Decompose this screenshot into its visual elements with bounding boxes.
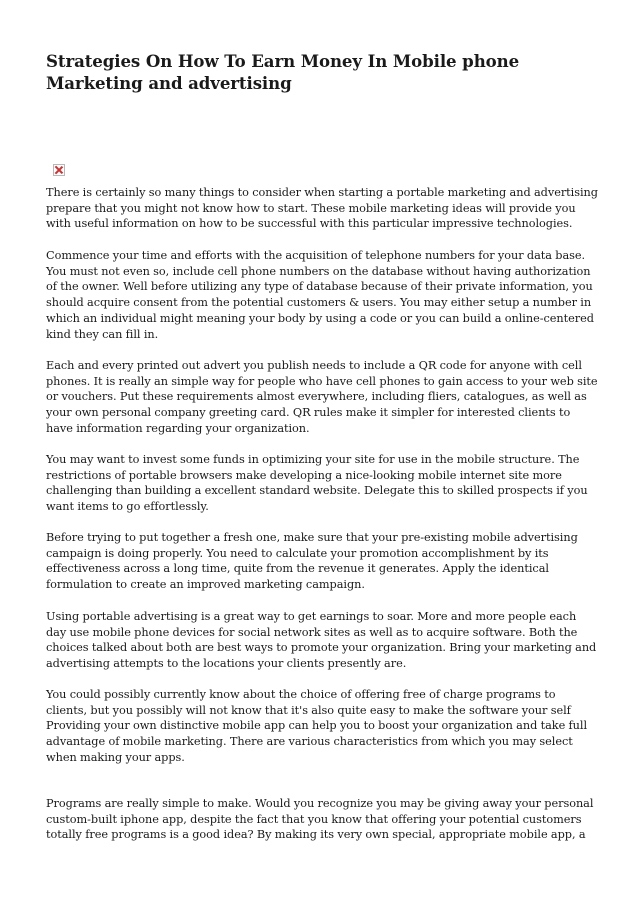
paragraph-5: Before trying to put together a fresh one, make sure that your pre-existing mobile advertising campaign is doing properly. You need to calculate your promotion accomplishment by its effectiveness across a long time, quite from the revenue it generates. Apply the identical formulation to create an improved marketing campaign. [46,531,578,592]
document-title: Strategies On How To Earn Money In Mobile phone Marketing and advertising [46,51,520,93]
paragraph-3: Each and every printed out advert you publish needs to include a QR code for anyone with cell phones. It is really an simple way for people who have cell phones to gain access to your web site or vouchers. Put these requirements almost everywhere, including fliers, catalogues, as well as your own personal company greeting card. QR rules make it simpler for interested clients to have information regarding your organization. [46,359,598,435]
paragraph-6: Using portable advertising is a great way to get earnings to soar. More and more people each day use mobile phone devices for social network sites as well as to acquire software. Both the choices talked about both are best ways to promote your organization. Bring your marketing and advertising attempts to the locations your clients presently are. [46,610,597,671]
paragraph-8: Programs are really simple to make. Would you recognize you may be giving away your personal custom-built iphone app, despite the fact that you know that offering your potential customers totally free programs is a good idea? By making its very own special, appropriate mobile app, a [46,797,594,842]
paragraph-2: Commence your time and efforts with the acquisition of telephone numbers for your data base. You must not even so, include cell phone numbers on the database without having authorization of the owner. Well before utilizing any type of database because of their private information, you should acquire consent from the potential customers & users. You may either setup a number in which an individual might meaning your body by using a code or you can build a online-centered kind they can fill in. [46,249,594,341]
paragraph-7: You could possibly currently know about the choice of offering free of charge programs to clients, but you possibly will not know that it's also quite easy to make the software your self Providing your own distinctive mobile app can help you to boost your organization and take full advantage of mobile marketing. There are various characteristics from which you may select when making your apps. [46,688,588,764]
broken-image-icon [53,164,65,176]
paragraph-1: There is certainly so many things to consider when starting a portable marketing and advertising prepare that you might not know how to start. These mobile marketing ideas will provide you with useful information on how to be successful with this particular impressive technologies. [46,186,598,231]
document-page [46,50,594,94]
paragraph-4: You may want to invest some funds in optimizing your site for use in the mobile structure. The restrictions of portable browsers make developing a nice-looking mobile internet site more challenging than building a excellent standard website. Delegate this to skilled prospects if you want items to go effortlessly. [46,453,588,514]
